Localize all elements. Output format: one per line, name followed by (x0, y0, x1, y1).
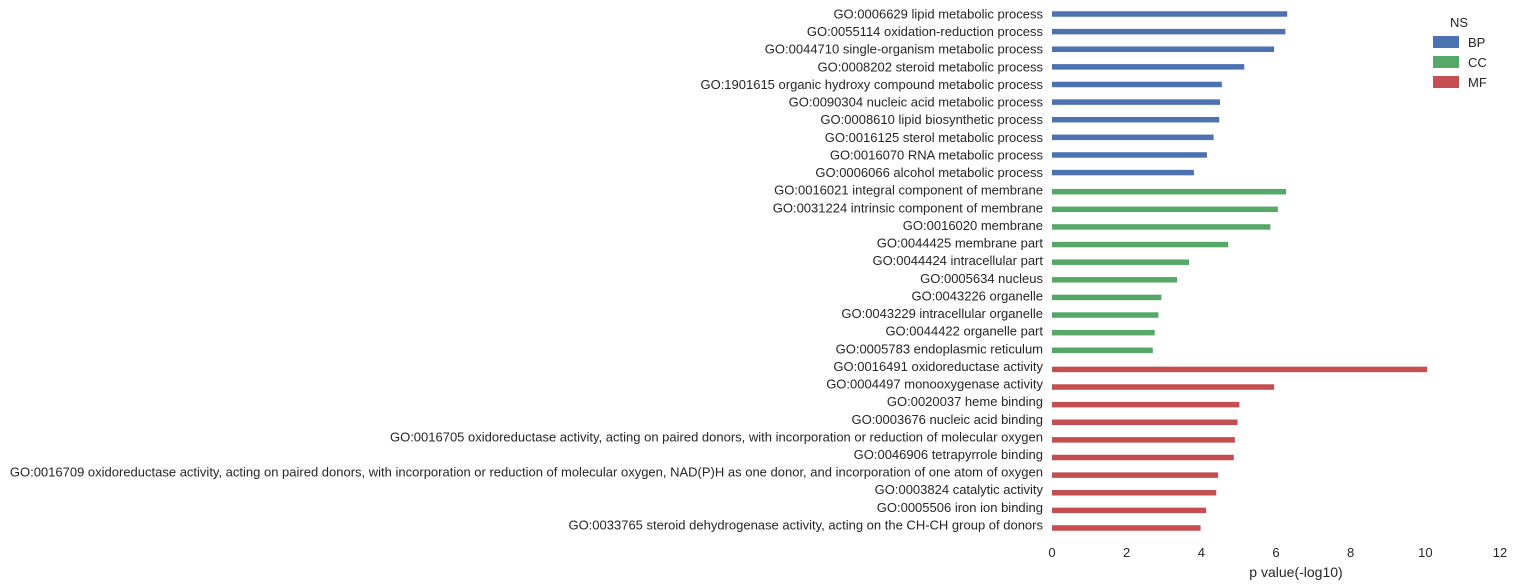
bar-bp (1052, 29, 1285, 35)
bar-mf (1052, 472, 1218, 478)
legend-swatch-mf (1433, 76, 1459, 88)
category-label: GO:0016070 RNA metabolic process (829, 147, 1043, 163)
x-axis-title: p value(-log10) (1249, 564, 1343, 580)
category-label: GO:0016020 membrane (902, 217, 1043, 233)
bar-bp (1052, 99, 1220, 105)
category-labels (10, 7, 1044, 533)
bar-mf (1052, 525, 1201, 531)
x-axis-ticks (1048, 545, 1507, 560)
category-label: GO:0055114 oxidation-reduction process (806, 24, 1043, 40)
bar-bp (1052, 82, 1222, 88)
category-label: GO:1901615 organic hydroxy compound metabolic process (700, 76, 1043, 92)
x-tick-label: 4 (1197, 545, 1205, 560)
category-label: GO:0005506 iron ion binding (876, 499, 1043, 515)
bar-mf (1052, 402, 1239, 408)
category-label: GO:0008610 lipid biosynthetic process (820, 112, 1043, 128)
bar-mf (1052, 437, 1235, 443)
bar-cc (1052, 224, 1270, 230)
legend-title: NS (1449, 15, 1469, 30)
bar-bp (1052, 152, 1207, 158)
category-label: GO:0016491 oxidoreductase activity (833, 358, 1043, 374)
legend-swatch-bp (1433, 36, 1459, 48)
x-tick-label: 10 (1418, 545, 1433, 560)
category-label: GO:0044710 single-organism metabolic process (764, 41, 1043, 57)
category-label: GO:0006629 lipid metabolic process (833, 6, 1043, 22)
bar-bp (1052, 117, 1219, 123)
category-label: GO:0031224 intrinsic component of membrane (772, 200, 1043, 216)
x-tick-label: 0 (1048, 545, 1056, 560)
bar-cc (1052, 242, 1228, 248)
category-label: GO:0003824 catalytic activity (874, 482, 1043, 498)
category-label: GO:0044425 membrane part (876, 235, 1043, 251)
bar-cc (1052, 295, 1161, 301)
bar-bp (1052, 46, 1274, 52)
bar-bp (1052, 64, 1244, 70)
legend-label-bp: BP (1468, 35, 1486, 50)
bar-mf (1052, 384, 1274, 390)
category-label: GO:0004497 monooxygenase activity (826, 376, 1043, 392)
bar-mf (1052, 420, 1238, 426)
legend-swatch-cc (1433, 56, 1459, 68)
bar-cc (1052, 277, 1177, 283)
bar-mf (1052, 508, 1206, 514)
x-tick-label: 6 (1272, 545, 1280, 560)
bar-cc (1052, 259, 1189, 265)
category-label: GO:0046906 tetrapyrrole binding (853, 447, 1043, 462)
bar-bp (1052, 170, 1194, 176)
bar-cc (1052, 312, 1158, 318)
bar-cc (1052, 207, 1278, 213)
bar-mf (1052, 367, 1427, 373)
bar-mf (1052, 455, 1234, 461)
category-label: GO:0003676 nucleic acid binding (851, 411, 1043, 427)
bar-mf (1052, 490, 1216, 496)
x-tick-label: 12 (1492, 545, 1508, 560)
bar-cc (1052, 348, 1153, 354)
category-label: GO:0016021 integral component of membrane (774, 182, 1043, 198)
category-label: GO:0020037 heme binding (886, 394, 1043, 410)
category-label: GO:0016705 oxidoreductase activity, acting on paired donors, with incorporation or reduction of molecular oxygen (389, 429, 1043, 445)
x-tick-label: 2 (1123, 545, 1131, 560)
legend-label-mf: MF (1468, 75, 1487, 90)
bar-bp (1052, 11, 1287, 17)
category-label: GO:0033765 steroid dehydrogenase activity, acting on the CH-CH group of donors (568, 517, 1043, 533)
category-label: GO:0005783 endoplasmic reticulum (835, 341, 1043, 357)
category-label: GO:0043226 organelle (911, 288, 1043, 304)
bar-cc (1052, 330, 1155, 336)
legend (1433, 15, 1487, 90)
category-label: GO:0005634 nucleus (920, 270, 1043, 286)
bars-layer (1052, 11, 1427, 530)
category-label: GO:0006066 alcohol metabolic process (815, 165, 1043, 181)
bar-bp (1052, 135, 1214, 141)
category-label: GO:0016709 oxidoreductase activity, acting on paired donors, with incorporation or reduction of molecular oxygen, NAD(P)H as one donor, and incorporation of one atom of oxygen (9, 464, 1043, 480)
category-label: GO:0090304 nucleic acid metabolic process (788, 94, 1043, 110)
bar-cc (1052, 189, 1286, 195)
category-label: GO:0043229 intracellular organelle (841, 306, 1043, 322)
x-tick-label: 8 (1347, 545, 1355, 560)
category-label: GO:0016125 sterol metabolic process (824, 129, 1043, 145)
legend-label-cc: CC (1468, 55, 1487, 70)
category-label: GO:0044422 organelle part (885, 323, 1043, 339)
category-label: GO:0008202 steroid metabolic process (817, 59, 1043, 75)
category-label: GO:0044424 intracellular part (872, 253, 1043, 269)
